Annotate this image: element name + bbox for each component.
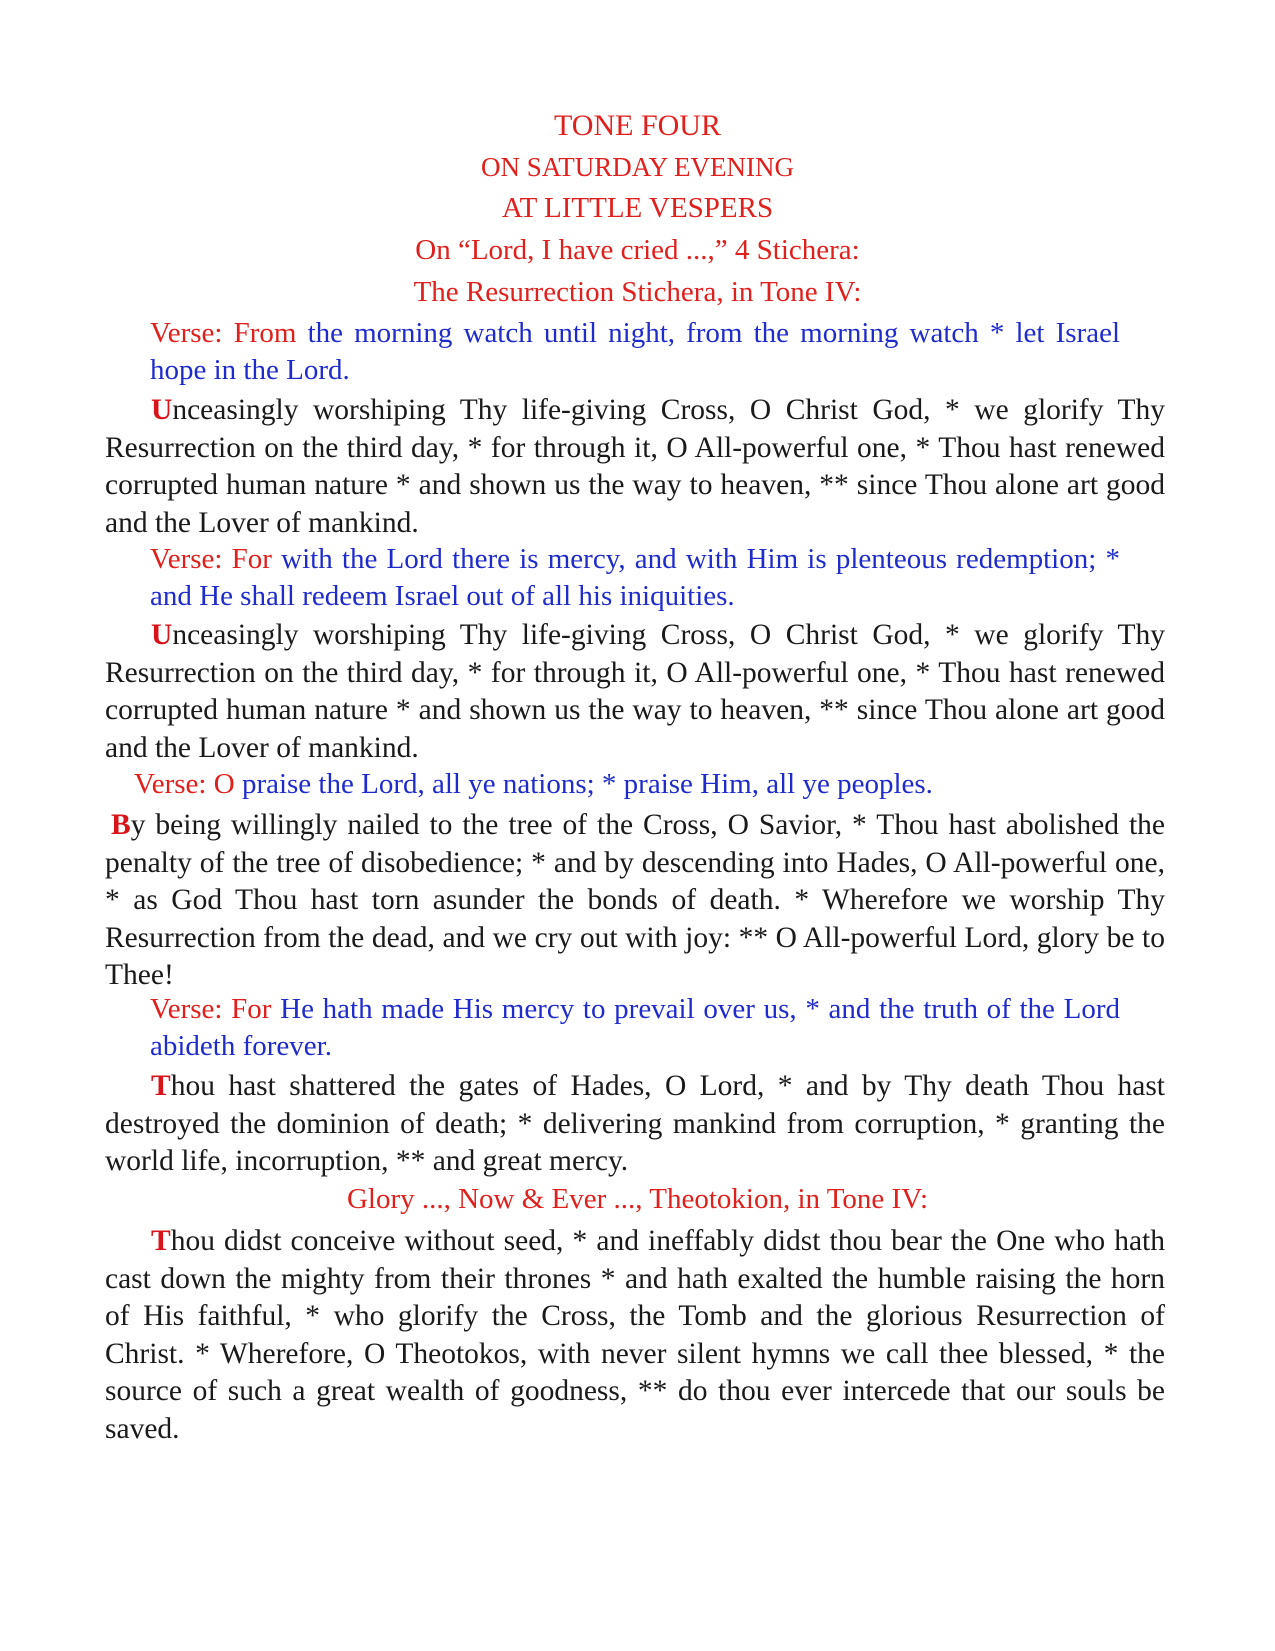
theotokion-text: hou didst conceive without seed, * and ineffably didst thou bear the One who hath cast down the mighty from their thrones * and hath exalted the humble raising the horn of His faithful, * who glorify the Cross, the Tomb and the glorious Resurrection of Christ. * Wherefore, O Theotokos, with never silent hymns we call thee blessed, * the source of such a great wealth of goodness, ** do thou ever intercede that our souls be saved. (105, 1225, 1165, 1445)
verse-text: praise the Lord, all ye nations; * praise Him, all ye peoples. (234, 768, 933, 800)
sticheron-text: hou hast shattered the gates of Hades, O Lord, * and by Thy death Thou hast destroyed the dominion of death; * delivering mankind from corruption, * granting the world life, incorruption, ** and great mercy. (105, 1070, 1165, 1177)
drop-cap: B (111, 809, 131, 841)
verse-text: the morning watch until night, from the morning watch * let Israel hope in the Lord. (150, 317, 1121, 386)
verse-text: with the Lord there is mercy, and with Him is plenteous redemption; * and He shall redeem Israel out of all his iniquities. (150, 543, 1120, 612)
sticheron-4 (105, 1068, 1165, 1181)
verse-label: Verse: (150, 993, 223, 1025)
sticheron-2 (105, 617, 1165, 767)
tone-heading: TONE FOUR (554, 109, 721, 142)
glory-now-ever-rubric: Glory ..., Now & Ever ..., Theotokion, in Tone IV: (346, 1183, 929, 1215)
sticheron-text: y being willingly nailed to the tree of the Cross, O Savior, * Thou hast abolished the penalty of the tree of disobedience; * and by descending into Hades, O All-powerful one, * as God Thou hast torn asunder the bonds of death. * Wherefore we worship Thy Resurrection from the dead, and we cry out with joy: ** O All-powerful Lord, glory be to Thee! (105, 809, 1165, 991)
verse-1 (150, 315, 1120, 389)
service-heading: AT LITTLE VESPERS (501, 192, 774, 224)
drop-cap: U (151, 619, 173, 651)
verse-red-word: For (222, 993, 272, 1025)
drop-cap: T (151, 1225, 171, 1257)
sticheron-1 (105, 392, 1165, 542)
drop-cap: T (151, 1070, 171, 1102)
day-heading: ON SATURDAY EVENING (480, 152, 794, 182)
verse-text: He hath made His mercy to prevail over us, * and the truth of the Lord abideth forever. (150, 993, 1120, 1062)
verse-red-word: For (222, 543, 272, 575)
verse-label: Verse: (134, 768, 207, 800)
verse-red-word: From (222, 317, 297, 349)
drop-cap: U (151, 394, 173, 426)
sticheron-3 (105, 807, 1165, 995)
resurrection-stichera-rubric: The Resurrection Stichera, in Tone IV: (413, 276, 862, 308)
verse-label: Verse: (150, 317, 223, 349)
theotokion (105, 1223, 1165, 1448)
sticheron-text: nceasingly worshiping Thy life-giving Cross, O Christ God, * we glorify Thy Resurrection on the third day, * for through it, O All-powerful one, * Thou hast renewed corrupted human nature * and shown us the way to heaven, ** since Thou alone art good and the Lover of mankind. (105, 619, 1165, 764)
verse-3 (134, 766, 1134, 803)
verse-2 (150, 541, 1120, 615)
verse-label: Verse: (150, 543, 223, 575)
verse-4 (150, 991, 1120, 1065)
lord-i-have-cried-rubric: On “Lord, I have cried ...,” 4 Stichera: (415, 234, 860, 266)
sticheron-text: nceasingly worshiping Thy life-giving Cross, O Christ God, * we glorify Thy Resurrection on the third day, * for through it, O All-powerful one, * Thou hast renewed corrupted human nature * and shown us the way to heaven, ** since Thou alone art good and the Lover of mankind. (105, 394, 1165, 539)
verse-red-word: O (206, 768, 235, 800)
